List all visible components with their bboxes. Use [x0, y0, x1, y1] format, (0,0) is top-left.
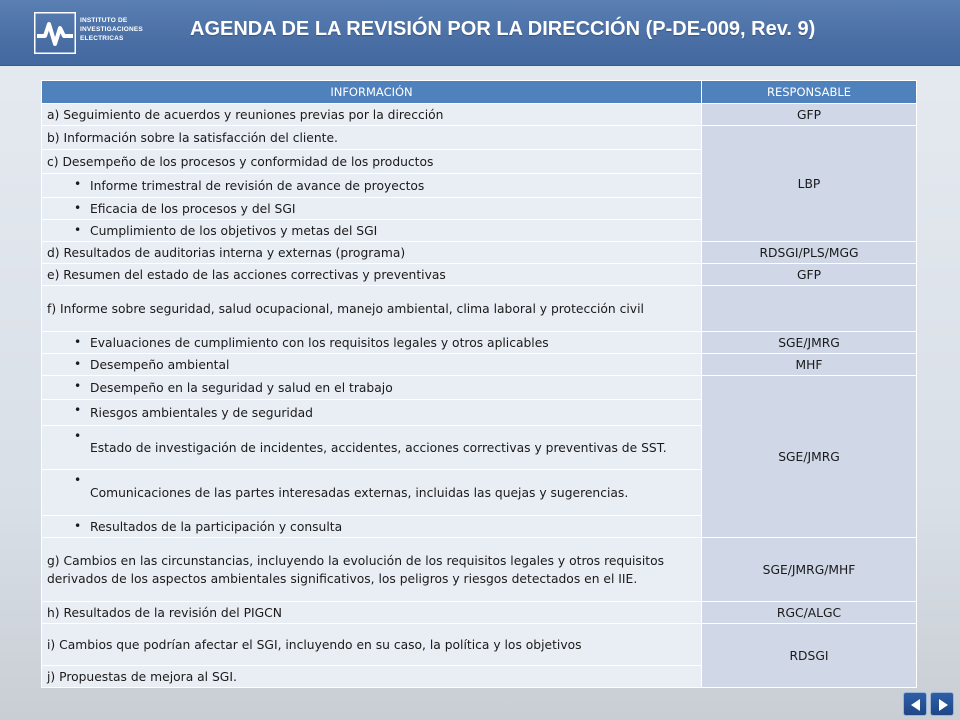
- agenda-subitem: • Cumplimiento de los objetivos y metas del SGI: [42, 220, 702, 242]
- column-header-info: INFORMACIÓN: [42, 81, 702, 104]
- table-row: [42, 126, 917, 150]
- agenda-item-b: b) Información sobre la satisfacción del cliente.: [42, 126, 702, 150]
- responsible-cell: SGE/JMRG: [702, 376, 917, 538]
- agenda-subitem: • Riesgos ambientales y de seguridad: [42, 400, 702, 426]
- table-row: [42, 332, 917, 354]
- agenda-subitem: • Desempeño ambiental: [42, 354, 702, 376]
- agenda-item-f: f) Informe sobre seguridad, salud ocupacional, manejo ambiental, clima laboral y protección civil: [42, 286, 702, 332]
- header-bar: [0, 0, 960, 66]
- table-row: [42, 286, 917, 332]
- agenda-subitem: • Desempeño en la seguridad y salud en el trabajo: [42, 376, 702, 400]
- table-row: [42, 602, 917, 624]
- triangle-left-icon: [908, 697, 924, 713]
- table-row: [42, 104, 917, 126]
- responsible-cell: RGC/ALGC: [702, 602, 917, 624]
- institute-logo-icon: [34, 12, 76, 54]
- agenda-subitem: • Evaluaciones de cumplimiento con los requisitos legales y otros aplicables: [42, 332, 702, 354]
- responsible-cell: [702, 286, 917, 332]
- table-row: [42, 264, 917, 286]
- previous-slide-button[interactable]: [903, 692, 927, 716]
- agenda-subitem: • Eficacia de los procesos y del SGI: [42, 198, 702, 220]
- next-slide-button[interactable]: [930, 692, 954, 716]
- table-row: [42, 354, 917, 376]
- agenda-item-c: c) Desempeño de los procesos y conformidad de los productos: [42, 150, 702, 174]
- responsible-cell: GFP: [702, 104, 917, 126]
- agenda-subitem: • Resultados de la participación y consulta: [42, 516, 702, 538]
- agenda-table: [41, 80, 917, 688]
- institute-name: INSTITUTO DE INVESTIGACIONES ELECTRICAS: [80, 17, 143, 42]
- responsible-cell: GFP: [702, 264, 917, 286]
- triangle-right-icon: [935, 697, 951, 713]
- responsible-cell: SGE/JMRG/MHF: [702, 538, 917, 602]
- responsible-cell: RDSGI: [702, 624, 917, 688]
- agenda-item-j: j) Propuestas de mejora al SGI.: [42, 666, 702, 688]
- table-row: [42, 624, 917, 666]
- agenda-subitem: • Estado de investigación de incidentes, accidentes, acciones correctivas y preventivas de SST.: [42, 426, 702, 470]
- column-header-responsible: RESPONSABLE: [702, 81, 917, 104]
- table-row: [42, 538, 917, 602]
- agenda-item-h: h) Resultados de la revisión del PIGCN: [42, 602, 702, 624]
- page-title: AGENDA DE LA REVISIÓN POR LA DIRECCIÓN (P-DE-009, Rev. 9): [190, 18, 816, 40]
- agenda-subitem: • Comunicaciones de las partes interesadas externas, incluidas las quejas y sugerencias.: [42, 470, 702, 516]
- table-header-row: [42, 81, 917, 104]
- agenda-item-e: e) Resumen del estado de las acciones correctivas y preventivas: [42, 264, 702, 286]
- responsible-cell: SGE/JMRG: [702, 332, 917, 354]
- table-row: [42, 376, 917, 400]
- responsible-cell: LBP: [702, 126, 917, 242]
- agenda-subitem: • Informe trimestral de revisión de avance de proyectos: [42, 174, 702, 198]
- responsible-cell: RDSGI/PLS/MGG: [702, 242, 917, 264]
- table-row: [42, 242, 917, 264]
- agenda-item-d: d) Resultados de auditorias interna y externas (programa): [42, 242, 702, 264]
- agenda-item-g: g) Cambios en las circunstancias, incluyendo la evolución de los requisitos legales y otros requisitos derivados de los aspectos ambientales significativos, los peligros y riesgos detectados en el IIE.: [42, 538, 702, 602]
- agenda-item-i: i) Cambios que podrían afectar el SGI, incluyendo en su caso, la política y los objetivos: [42, 624, 702, 666]
- agenda-item-a: a) Seguimiento de acuerdos y reuniones previas por la dirección: [42, 104, 702, 126]
- responsible-cell: MHF: [702, 354, 917, 376]
